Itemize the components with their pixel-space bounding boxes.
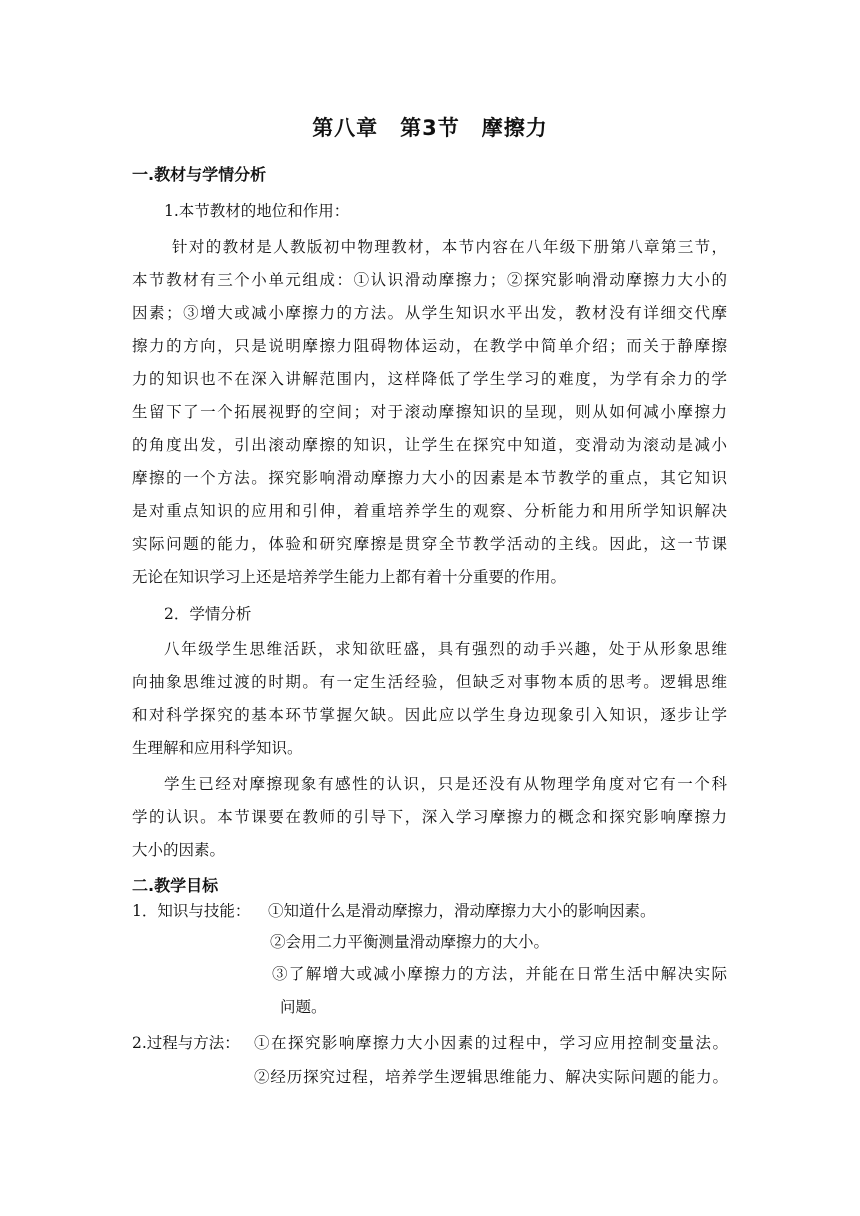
paragraph-line: 八年级学生思维活跃，求知欲旺盛，具有强烈的动手兴趣，处于从形象思维 [164,640,727,658]
paragraph-line: 是对重点知识的应用和引伸，着重培养学生的观察、分析能力和用所学知识解决 [132,502,727,520]
subheading-learner-analysis: 2．学情分析 [164,605,252,623]
paragraph-line: 擦力的方向，只是说明摩擦力阻碍物体运动，在教学中简单介绍；而关于静摩擦 [132,337,727,355]
paragraph-line: 摩擦的一个方法。探究影响滑动摩擦力大小的因素是本节教学的重点，其它知识 [132,469,727,487]
goal-item: ③了解增大或减小摩擦力的方法，并能在日常生活中解决实际 [272,965,727,983]
paragraph-line: 和对科学探究的基本环节掌握欠缺。因此应以学生身边现象引入知识，逐步让学 [132,706,727,724]
paragraph-line: 无论在知识学习上还是培养学生能力上都有着十分重要的作用。 [132,568,567,586]
subheading-textbook-role: 1.本节教材的地位和作用： [164,202,350,220]
paragraph-line: 针对的教材是人教版初中物理教材，本节内容在八年级下册第八章第三节， [172,238,727,256]
goal-item: 问题。 [280,998,327,1016]
paragraph-line: 生留下了一个拓展视野的空间；对于滚动摩擦知识的呈现，则从如何减小摩擦力 [132,403,727,421]
goal-item: ①在探究影响摩擦力大小因素的过程中，学习应用控制变量法。 [254,1034,728,1052]
goal-item: ②会用二力平衡测量滑动摩擦力的大小。 [270,933,550,951]
section-heading-objectives: 二.教学目标 [132,876,219,895]
paragraph-line: 学生已经对摩擦现象有感性的认识，只是还没有从物理学角度对它有一个科 [164,775,727,793]
chapter-title: 第八章 第3节 摩擦力 [312,116,548,140]
paragraph-line: 学的认识。本节课要在教师的引导下，深入学习摩擦力的概念和探究影响摩擦力 [132,808,727,826]
goal-label-process: 2.过程与方法： [132,1034,240,1052]
goal-item: ①知道什么是滑动摩擦力，滑动摩擦力大小的影响因素。 [268,902,656,920]
paragraph-line: 因素；③增大或减小摩擦力的方法。从学生知识水平出发，教材没有详细交代摩 [132,304,727,322]
paragraph-line: 大小的因素。 [132,841,226,859]
paragraph-line: 向抽象思维过渡的时期。有一定生活经验，但缺乏对事物本质的思考。逻辑思维 [132,673,727,691]
paragraph-line: 本节教材有三个小单元组成：①认识滑动摩擦力；②探究影响滑动摩擦力大小的 [132,271,727,289]
section-heading-analysis: 一.教材与学情分析 [132,165,267,184]
goal-item: ②经历探究过程，培养学生逻辑思维能力、解决实际问题的能力。 [254,1068,728,1086]
paragraph-line: 生理解和应用科学知识。 [132,739,303,757]
paragraph-line: 的角度出发，引出滚动摩擦的知识，让学生在探究中知道，变滑动为滚动是减小 [132,436,727,454]
paragraph-line: 实际问题的能力，体验和研究摩擦是贯穿全节教学活动的主线。因此，这一节课 [132,535,727,553]
goal-label-knowledge: 1．知识与技能： [132,902,251,920]
paragraph-line: 力的知识也不在深入讲解范围内，这样降低了学生学习的难度，为学有余力的学 [132,370,727,388]
